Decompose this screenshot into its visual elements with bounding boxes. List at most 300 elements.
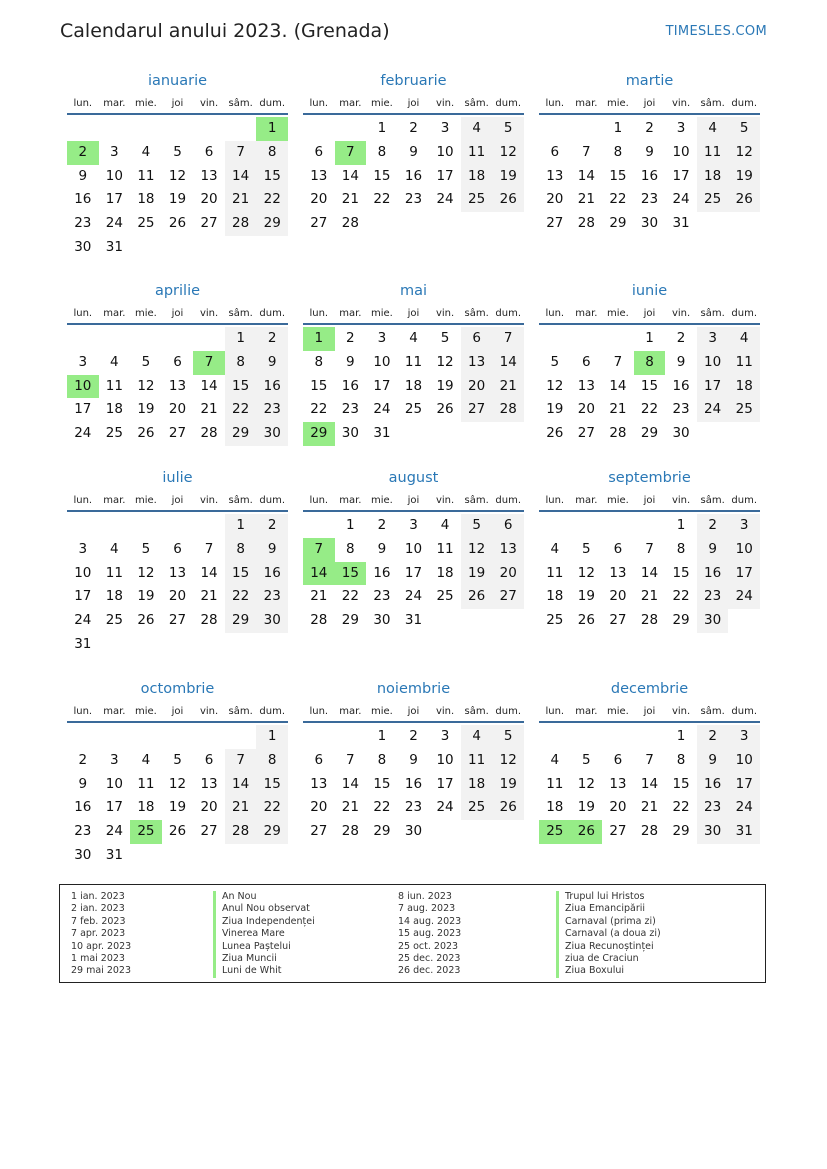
- day-cell: 29: [609, 215, 627, 232]
- day-cell: 8: [314, 353, 324, 370]
- day-cell: 30: [256, 422, 288, 446]
- day-cell: 7: [645, 540, 654, 557]
- weekday-label: dum.: [495, 706, 521, 717]
- day-cell: 14: [577, 167, 595, 184]
- day-cell: 27: [546, 215, 564, 232]
- day-cell: 8: [256, 141, 288, 165]
- day-cell: 8: [225, 538, 257, 562]
- day-cell: 26: [436, 401, 454, 418]
- day-cell: 11: [546, 775, 564, 792]
- day-cell: 18: [105, 588, 123, 605]
- day-cell: 2: [256, 327, 288, 351]
- weekday-header: [539, 305, 760, 325]
- day-cell: 12: [492, 141, 524, 165]
- empty-cell: [335, 725, 367, 749]
- day-cell: 12: [436, 353, 454, 370]
- month-name: ianuarie: [147, 73, 208, 89]
- day-cell: 5: [492, 117, 524, 141]
- month-august: [303, 467, 524, 633]
- weekday-label: vin.: [671, 706, 691, 717]
- holiday-name: Anul Nou observat: [213, 903, 315, 915]
- day-cell: 4: [697, 117, 729, 141]
- day-cell: 19: [168, 191, 187, 208]
- day-cell: 18: [546, 588, 564, 605]
- weekday-label: dum.: [495, 98, 521, 109]
- month-septembrie: [539, 467, 760, 633]
- day-cell: 21: [200, 401, 218, 418]
- holiday-date: 1 mai 2023: [71, 952, 125, 964]
- day-cell: 18: [436, 564, 454, 581]
- day-cell: 11: [137, 167, 155, 184]
- holiday-day-cell: 7: [303, 538, 335, 562]
- day-cell: 5: [461, 514, 493, 538]
- day-cell: 21: [577, 191, 595, 208]
- day-cell: 6: [314, 751, 324, 768]
- holiday-name: An Nou: [213, 891, 315, 903]
- day-cell: 13: [200, 167, 218, 184]
- day-cell: 11: [105, 377, 123, 394]
- day-cell: 8: [613, 143, 623, 160]
- holiday-name: Ziua Muncii: [213, 953, 315, 965]
- day-cell: 31: [404, 612, 423, 629]
- day-cell: 21: [200, 588, 218, 605]
- day-cell: 10: [436, 143, 454, 160]
- day-cell: 13: [310, 167, 328, 184]
- day-cell: 22: [640, 401, 659, 418]
- day-grid: [303, 117, 524, 236]
- day-cell: 9: [78, 167, 88, 184]
- day-cell: 30: [697, 820, 729, 844]
- weekday-label: lun.: [309, 706, 329, 717]
- day-cell: 10: [373, 353, 391, 370]
- empty-cell: [602, 725, 634, 749]
- day-cell: 11: [404, 353, 423, 370]
- day-cell: 17: [728, 562, 760, 586]
- day-cell: 13: [492, 538, 524, 562]
- day-grid: [67, 725, 288, 868]
- weekday-label: sâm.: [700, 98, 725, 109]
- weekday-label: lun.: [545, 308, 565, 319]
- day-cell: 20: [200, 191, 218, 208]
- day-cell: 31: [105, 846, 123, 863]
- day-cell: 6: [173, 540, 182, 557]
- day-cell: 9: [697, 749, 729, 773]
- holiday-names-column-1: [213, 891, 315, 978]
- weekday-label: mar.: [575, 706, 598, 717]
- holiday-name: Lunea Paștelui: [213, 941, 315, 953]
- day-cell: 27: [168, 425, 187, 442]
- day-cell: 28: [200, 425, 218, 442]
- day-cell: 24: [728, 585, 760, 609]
- day-cell: 24: [404, 588, 423, 605]
- day-cell: 8: [346, 540, 355, 557]
- day-grid: [539, 514, 760, 633]
- day-cell: 7: [346, 751, 355, 768]
- day-cell: 28: [492, 398, 524, 422]
- day-cell: 19: [728, 165, 760, 189]
- day-cell: 1: [613, 120, 623, 136]
- day-cell: 20: [609, 799, 627, 816]
- day-cell: 14: [640, 564, 659, 581]
- weekday-label: lun.: [545, 706, 565, 717]
- day-cell: 1: [645, 330, 654, 346]
- day-cell: 17: [436, 775, 454, 792]
- day-cell: 11: [728, 351, 760, 375]
- day-cell: 30: [74, 846, 92, 863]
- holiday-dates-column-1: [71, 891, 131, 978]
- day-cell: 2: [78, 751, 88, 768]
- month-februarie: [303, 70, 524, 236]
- weekday-label: lun.: [309, 495, 329, 506]
- weekday-label: lun.: [545, 495, 565, 506]
- day-cell: 2: [676, 330, 686, 346]
- day-cell: 28: [341, 823, 359, 840]
- holiday-names-column-2: [556, 891, 661, 978]
- day-cell: 20: [609, 588, 627, 605]
- day-cell: 6: [314, 143, 324, 160]
- month-mai: [303, 280, 524, 446]
- day-cell: 30: [672, 425, 690, 442]
- day-cell: 23: [373, 588, 391, 605]
- day-cell: 12: [461, 538, 493, 562]
- day-cell: 20: [492, 562, 524, 586]
- holiday-day-cell: 29: [303, 422, 335, 446]
- weekday-label: dum.: [259, 308, 285, 319]
- brand-link[interactable]: TIMESLES.COM: [665, 24, 767, 39]
- day-cell: 22: [256, 188, 288, 212]
- day-cell: 29: [640, 425, 659, 442]
- day-cell: 30: [74, 238, 92, 255]
- day-cell: 27: [577, 425, 595, 442]
- day-cell: 2: [645, 120, 654, 136]
- day-cell: 25: [105, 612, 123, 629]
- weekday-label: sâm.: [228, 308, 253, 319]
- empty-cell: [99, 725, 131, 749]
- day-cell: 12: [168, 775, 187, 792]
- day-cell: 22: [225, 398, 257, 422]
- weekday-label: dum.: [731, 308, 757, 319]
- empty-cell: [67, 725, 99, 749]
- day-cell: 2: [697, 514, 729, 538]
- day-cell: 1: [225, 327, 257, 351]
- weekday-label: vin.: [435, 706, 455, 717]
- weekday-label: mie.: [370, 495, 393, 506]
- month-name: septembrie: [608, 470, 691, 486]
- month-name: noiembrie: [376, 681, 451, 697]
- empty-cell: [130, 514, 162, 538]
- day-cell: 30: [404, 823, 423, 840]
- day-cell: 1: [676, 728, 686, 744]
- day-cell: 7: [582, 143, 591, 160]
- day-cell: 25: [461, 188, 493, 212]
- empty-cell: [225, 117, 257, 141]
- weekday-label: vin.: [435, 308, 455, 319]
- day-cell: 27: [609, 612, 627, 629]
- day-cell: 18: [461, 165, 493, 189]
- weekday-header: [67, 305, 288, 325]
- day-cell: 3: [110, 751, 119, 768]
- day-cell: 27: [168, 612, 187, 629]
- day-cell: 7: [204, 540, 214, 557]
- day-cell: 12: [728, 141, 760, 165]
- holiday-day-cell: 1: [303, 327, 335, 351]
- day-cell: 12: [137, 377, 155, 394]
- day-grid: [303, 327, 524, 446]
- day-grid: [539, 725, 760, 844]
- day-cell: 21: [640, 799, 659, 816]
- day-grid: [67, 117, 288, 260]
- day-cell: 21: [310, 588, 328, 605]
- day-cell: 8: [676, 751, 686, 768]
- day-cell: 27: [609, 823, 627, 840]
- day-cell: 14: [609, 377, 627, 394]
- day-cell: 24: [436, 191, 454, 208]
- weekday-label: mar.: [339, 98, 362, 109]
- day-cell: 4: [728, 327, 760, 351]
- weekday-label: mie.: [134, 495, 157, 506]
- day-cell: 4: [461, 725, 493, 749]
- day-cell: 22: [609, 191, 627, 208]
- weekday-label: mar.: [103, 308, 126, 319]
- day-cell: 24: [105, 823, 123, 840]
- holiday-name: Vinerea Mare: [213, 928, 315, 940]
- day-cell: 13: [577, 377, 595, 394]
- weekday-label: mar.: [339, 706, 362, 717]
- weekday-header: [539, 95, 760, 115]
- day-cell: 8: [256, 749, 288, 773]
- weekday-label: mar.: [575, 308, 598, 319]
- weekday-label: mie.: [134, 706, 157, 717]
- day-cell: 16: [373, 564, 391, 581]
- month-name: august: [388, 470, 439, 486]
- holiday-date: 25 oct. 2023: [398, 940, 459, 952]
- day-cell: 29: [225, 422, 257, 446]
- day-cell: 3: [728, 725, 760, 749]
- day-cell: 28: [609, 425, 627, 442]
- empty-cell: [193, 725, 225, 749]
- weekday-label: joi: [643, 495, 656, 506]
- weekday-label: dum.: [731, 98, 757, 109]
- day-cell: 12: [168, 167, 187, 184]
- weekday-label: mie.: [370, 308, 393, 319]
- day-cell: 9: [676, 353, 686, 370]
- weekday-label: sâm.: [464, 706, 489, 717]
- day-cell: 11: [461, 749, 493, 773]
- day-cell: 12: [546, 377, 564, 394]
- day-cell: 15: [225, 562, 257, 586]
- weekday-label: mar.: [339, 495, 362, 506]
- empty-cell: [67, 514, 99, 538]
- day-cell: 23: [256, 585, 288, 609]
- day-cell: 16: [74, 191, 92, 208]
- day-cell: 15: [373, 775, 391, 792]
- day-cell: 14: [225, 165, 257, 189]
- day-cell: 13: [461, 351, 493, 375]
- holiday-date: 10 apr. 2023: [71, 940, 132, 952]
- weekday-label: mar.: [103, 495, 126, 506]
- day-cell: 1: [225, 514, 257, 538]
- day-cell: 11: [546, 564, 564, 581]
- day-cell: 24: [728, 796, 760, 820]
- day-cell: 20: [200, 799, 218, 816]
- day-cell: 4: [550, 540, 560, 557]
- weekday-header: [67, 492, 288, 512]
- weekday-label: vin.: [671, 495, 691, 506]
- day-cell: 19: [137, 401, 155, 418]
- day-cell: 19: [492, 165, 524, 189]
- holiday-day-cell: 26: [571, 820, 603, 844]
- weekday-label: sâm.: [464, 98, 489, 109]
- day-cell: 11: [461, 141, 493, 165]
- weekday-label: mie.: [606, 308, 629, 319]
- day-cell: 19: [492, 773, 524, 797]
- day-cell: 22: [373, 799, 391, 816]
- holiday-name: Ziua Recunoștinței: [556, 941, 661, 953]
- holiday-name: ziua de Craciun: [556, 953, 661, 965]
- day-cell: 19: [137, 588, 155, 605]
- day-cell: 25: [436, 588, 454, 605]
- day-cell: 14: [640, 775, 659, 792]
- day-cell: 22: [341, 588, 359, 605]
- day-cell: 26: [137, 425, 155, 442]
- day-cell: 26: [492, 796, 524, 820]
- day-cell: 4: [141, 143, 151, 160]
- day-cell: 1: [377, 120, 387, 136]
- day-cell: 9: [645, 143, 654, 160]
- day-cell: 15: [310, 377, 328, 394]
- weekday-label: mie.: [606, 706, 629, 717]
- empty-cell: [162, 514, 194, 538]
- day-cell: 25: [105, 425, 123, 442]
- holiday-date: 26 dec. 2023: [398, 965, 461, 977]
- day-cell: 4: [440, 517, 450, 533]
- day-cell: 23: [341, 401, 359, 418]
- day-grid: [539, 327, 760, 446]
- weekday-label: joi: [171, 98, 184, 109]
- day-cell: 27: [310, 215, 328, 232]
- day-cell: 28: [640, 612, 659, 629]
- weekday-label: mie.: [370, 98, 393, 109]
- day-cell: 24: [373, 401, 391, 418]
- day-cell: 28: [640, 823, 659, 840]
- day-cell: 28: [225, 820, 257, 844]
- weekday-header: [303, 492, 524, 512]
- day-cell: 15: [373, 167, 391, 184]
- day-cell: 7: [613, 353, 623, 370]
- day-cell: 24: [74, 425, 92, 442]
- weekday-label: mar.: [103, 706, 126, 717]
- day-cell: 18: [404, 377, 423, 394]
- day-cell: 26: [577, 612, 595, 629]
- day-cell: 12: [137, 564, 155, 581]
- day-cell: 14: [341, 167, 359, 184]
- day-cell: 11: [137, 775, 155, 792]
- day-cell: 25: [137, 215, 155, 232]
- empty-cell: [602, 514, 634, 538]
- day-cell: 3: [377, 330, 387, 346]
- holiday-day-cell: 25: [539, 820, 571, 844]
- day-cell: 20: [546, 191, 564, 208]
- day-cell: 9: [697, 538, 729, 562]
- empty-cell: [130, 117, 162, 141]
- day-cell: 17: [74, 588, 92, 605]
- day-grid: [303, 514, 524, 633]
- day-cell: 3: [78, 540, 88, 557]
- day-cell: 16: [697, 773, 729, 797]
- empty-cell: [571, 725, 603, 749]
- holiday-date: 25 dec. 2023: [398, 952, 461, 964]
- weekday-label: vin.: [435, 495, 455, 506]
- day-cell: 13: [168, 564, 187, 581]
- weekday-label: joi: [171, 495, 184, 506]
- day-cell: 9: [78, 775, 88, 792]
- day-cell: 4: [110, 353, 119, 370]
- day-cell: 24: [436, 799, 454, 816]
- weekday-label: mar.: [103, 98, 126, 109]
- day-cell: 1: [346, 517, 355, 533]
- day-cell: 28: [200, 612, 218, 629]
- day-cell: 24: [697, 398, 729, 422]
- holiday-date: 1 ian. 2023: [71, 891, 125, 902]
- weekday-label: joi: [407, 308, 420, 319]
- day-cell: 15: [256, 773, 288, 797]
- day-cell: 7: [225, 749, 257, 773]
- weekday-label: dum.: [259, 98, 285, 109]
- day-cell: 12: [577, 564, 595, 581]
- day-cell: 14: [200, 377, 218, 394]
- day-cell: 23: [74, 823, 92, 840]
- holiday-name: Luni de Whit: [213, 965, 315, 977]
- holiday-date: 29 mai 2023: [71, 965, 132, 977]
- weekday-label: lun.: [309, 308, 329, 319]
- weekday-label: sâm.: [700, 495, 725, 506]
- day-cell: 23: [404, 799, 423, 816]
- day-cell: 21: [225, 796, 257, 820]
- month-name: martie: [625, 73, 674, 89]
- weekday-label: joi: [171, 706, 184, 717]
- day-grid: [67, 514, 288, 657]
- day-cell: 9: [256, 351, 288, 375]
- empty-cell: [539, 117, 571, 141]
- day-cell: 1: [676, 517, 686, 533]
- day-cell: 24: [672, 191, 690, 208]
- day-cell: 17: [105, 191, 123, 208]
- empty-cell: [303, 117, 335, 141]
- day-cell: 22: [225, 585, 257, 609]
- day-cell: 9: [346, 353, 355, 370]
- day-cell: 29: [256, 212, 288, 236]
- day-cell: 16: [697, 562, 729, 586]
- weekday-label: sâm.: [464, 495, 489, 506]
- day-cell: 20: [310, 191, 328, 208]
- day-cell: 26: [492, 188, 524, 212]
- holiday-day-cell: 15: [335, 562, 367, 586]
- weekday-label: joi: [643, 706, 656, 717]
- holiday-day-cell: 25: [130, 820, 162, 844]
- day-cell: 9: [377, 540, 387, 557]
- weekday-label: dum.: [259, 495, 285, 506]
- weekday-header: [303, 305, 524, 325]
- empty-cell: [130, 725, 162, 749]
- day-cell: 16: [404, 167, 423, 184]
- weekday-label: joi: [171, 308, 184, 319]
- day-cell: 16: [640, 167, 659, 184]
- holiday-name: Ziua Boxului: [556, 965, 661, 977]
- empty-cell: [602, 327, 634, 351]
- weekday-label: sâm.: [228, 98, 253, 109]
- month-noiembrie: [303, 678, 524, 844]
- day-cell: 28: [225, 212, 257, 236]
